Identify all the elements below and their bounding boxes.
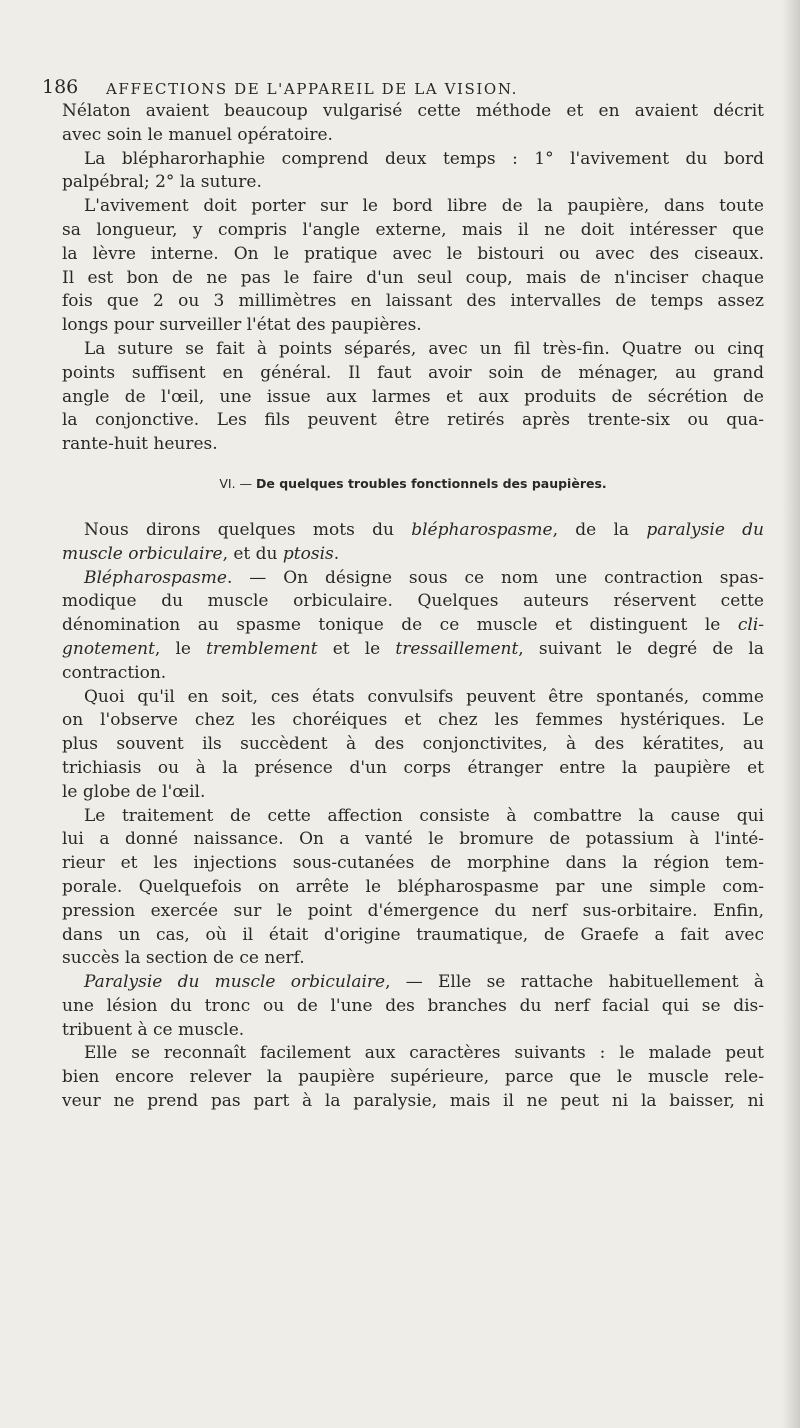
- section-heading: [62, 469, 764, 499]
- text-line: [62, 971, 764, 995]
- text-line: veur ne prend pas part à la paralysie, mais il ne peut ni la baisser, ni: [62, 1091, 764, 1112]
- text-line: Il est bon de ne pas le faire d'un seul coup, mais de n'inciser chaque: [62, 267, 764, 288]
- italic-term: tremblement: [206, 638, 318, 659]
- text-line: rante-huit heures.: [62, 434, 218, 455]
- text-run: , suivant le degré de la: [518, 638, 764, 659]
- text-line: [62, 614, 764, 638]
- section-title: De quelques troubles fonctionnels des paupières.: [256, 475, 607, 491]
- text-run: Nous dirons quelques mots du: [84, 519, 412, 540]
- text-run: , et du: [222, 543, 283, 564]
- italic-term: Paralysie du muscle orbiculaire: [84, 972, 386, 993]
- text-line: La suture se fait à points séparés, avec un fil très-fin. Quatre ou cinq: [84, 338, 764, 359]
- text-line: bien encore relever la paupière supérieure, parce que le muscle rele-: [62, 1067, 764, 1088]
- text-run: , de la: [552, 519, 647, 540]
- running-title: AFFECTIONS DE L'APPAREIL DE LA VISION.: [106, 80, 518, 98]
- page-edge-shadow: [782, 0, 800, 1428]
- section-number: VI. —: [219, 475, 253, 491]
- italic-term: Blépharospasme: [84, 567, 227, 588]
- text-line: lui a donné naissance. On a vanté le bromure de potassium à l'inté-: [62, 829, 764, 850]
- italic-term: gnotement: [62, 638, 155, 659]
- page-number: 186: [42, 76, 79, 98]
- text-line: angle de l'œil, une issue aux larmes et aux produits de sécrétion de: [62, 386, 764, 407]
- text-line: une lésion du tronc ou de l'une des branches du nerf facial qui se dis-: [62, 995, 764, 1016]
- text-run: . — On désigne sous ce nom une contraction spas-: [226, 567, 764, 588]
- text-line: succès la section de ce nerf.: [62, 948, 305, 969]
- text-line: sa longueur, y compris l'angle externe, mais il ne doit intéresser que: [62, 219, 764, 240]
- text-line: [62, 543, 764, 567]
- text-line: le globe de l'œil.: [62, 781, 206, 802]
- text-line: tribuent à ce muscle.: [62, 1019, 245, 1040]
- text-line: on l'observe chez les choréiques et chez les femmes hystériques. Le: [62, 710, 764, 731]
- page-header: [42, 76, 742, 100]
- text-run: dénomination au spasme tonique de ce muscle et distinguent le: [62, 615, 738, 636]
- italic-term: paralysie du: [646, 519, 764, 540]
- text-line: points suffisent en général. Il faut avoir soin de ménager, au grand: [62, 362, 764, 383]
- text-line: rieur et les injections sous-cutanées de morphine dans la région tem-: [62, 853, 764, 874]
- text-run: , — Elle se rattache habituellement à: [385, 972, 764, 993]
- text-line: trichiasis ou à la présence d'un corps étranger entre la paupière et: [62, 757, 764, 778]
- italic-term: ptosis: [282, 543, 334, 564]
- text-line: longs pour surveiller l'état des paupières.: [62, 315, 422, 336]
- italic-term: tressaillement: [395, 638, 519, 659]
- text-line: plus souvent ils succèdent à des conjonctivites, à des kératites, au: [62, 734, 764, 755]
- text-line: [62, 519, 764, 543]
- italic-term: muscle orbiculaire: [62, 543, 223, 564]
- text-run: .: [333, 543, 340, 564]
- text-line: pression exercée sur le point d'émergence du nerf sus-orbitaire. Enfin,: [62, 900, 764, 921]
- text-line: Quoi qu'il en soit, ces états convulsifs peuvent être spontanés, comme: [84, 686, 764, 707]
- text-line: la conjonctive. Les fils peuvent être retirés après trente-six ou qua-: [62, 410, 764, 431]
- page-body: [62, 100, 764, 1114]
- text-line: porale. Quelquefois on arrête le blépharospasme par une simple com-: [62, 876, 764, 897]
- text-line: la lèvre interne. On le pratique avec le bistouri ou avec des ciseaux.: [62, 243, 764, 264]
- italic-term: blépharospasme: [411, 519, 553, 540]
- text-line: avec soin le manuel opératoire.: [62, 124, 333, 145]
- text-line: dans un cas, où il était d'origine traumatique, de Graefe a fait avec: [62, 924, 764, 945]
- text-run: , le: [154, 638, 207, 659]
- text-line: fois que 2 ou 3 millimètres en laissant des intervalles de temps assez: [62, 291, 764, 312]
- text-line: modique du muscle orbiculaire. Quelques auteurs réservent cette: [62, 591, 764, 612]
- spacer: [62, 499, 764, 519]
- text-line: contraction.: [62, 662, 167, 683]
- text-line: Le traitement de cette affection consiste à combattre la cause qui: [84, 805, 764, 826]
- text-line: palpébral; 2° la suture.: [62, 172, 262, 193]
- text-line: L'avivement doit porter sur le bord libre de la paupière, dans toute: [84, 196, 764, 217]
- text-line: Nélaton avaient beaucoup vulgarisé cette méthode et en avaient décrit: [62, 101, 764, 121]
- italic-term: cli-: [737, 615, 764, 636]
- text-run: et le: [317, 638, 396, 659]
- text-line: [62, 567, 764, 591]
- text-line: La blépharorhaphie comprend deux temps : 1° l'avivement du bord: [84, 148, 764, 169]
- text-line: [62, 638, 764, 662]
- text-line: Elle se reconnaît facilement aux caractères suivants : le malade peut: [84, 1043, 764, 1064]
